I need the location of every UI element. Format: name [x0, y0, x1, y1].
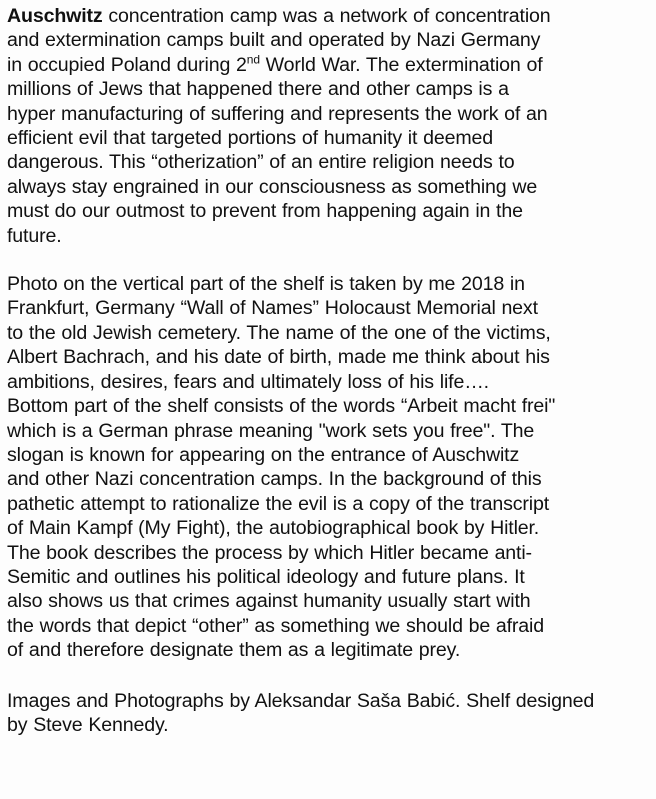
text-line: in occupied Poland during 2nd World War. The extermination of: [7, 52, 543, 76]
text-line: and extermination camps built and operated by Nazi Germany: [7, 29, 541, 52]
intro-paragraph: [7, 4, 650, 248]
text-line: always stay engrained in our consciousness as something we: [7, 175, 538, 198]
text-line: and other Nazi concentration camps. In the background of this: [7, 468, 542, 491]
credits-line: Images and Photographs by Aleksandar Saša Babić. Shelf designed: [7, 689, 595, 712]
photo-description-paragraph: [7, 272, 650, 663]
text-line: also shows us that crimes against humanity usually start with: [7, 590, 531, 613]
ordinal-superscript: nd: [246, 52, 260, 67]
text-line: ambitions, desires, fears and ultimately loss of his life….: [7, 370, 489, 393]
text-line: of Main Kampf (My Fight), the autobiographical book by Hitler.: [7, 517, 540, 540]
text-line: The book describes the process by which Hitler became anti-: [7, 541, 532, 564]
text-line: Auschwitz concentration camp was a network of concentration: [7, 5, 551, 27]
text-line: Albert Bachrach, and his date of birth, made me think about his: [7, 346, 550, 369]
credits-paragraph: [7, 689, 650, 738]
text-line: to the old Jewish cemetery. The name of the one of the victims,: [7, 321, 551, 344]
text-line: slogan is known for appearing on the entrance of Auschwitz: [7, 443, 520, 466]
text-line: which is a German phrase meaning "work sets you free". The: [7, 419, 535, 442]
text-line: Semitic and outlines his political ideology and future plans. It: [7, 565, 525, 588]
paragraph-spacer: [7, 663, 650, 689]
paragraph-spacer: [7, 248, 650, 272]
text-line: Bottom part of the shelf consists of the words “Arbeit macht frei": [7, 395, 556, 418]
text-line: of and therefore designate them as a legitimate prey.: [7, 639, 461, 662]
text-line: efficient evil that targeted portions of humanity it deemed: [7, 127, 494, 150]
text-line: Photo on the vertical part of the shelf is taken by me 2018 in: [7, 273, 525, 296]
text-line: must do our outmost to prevent from happening again in the: [7, 200, 523, 223]
text-line: Frankfurt, Germany “Wall of Names” Holocaust Memorial next: [7, 297, 538, 320]
text-line: future.: [7, 224, 62, 247]
text-line: millions of Jews that happened there and other camps is a: [7, 78, 509, 101]
text-line: dangerous. This “otherization” of an entire religion needs to: [7, 151, 515, 174]
text-line: pathetic attempt to rationalize the evil is a copy of the transcript: [7, 492, 550, 515]
title-word: Auschwitz: [7, 5, 103, 27]
text-line: hyper manufacturing of suffering and represents the work of an: [7, 102, 548, 125]
credits-line: by Steve Kennedy.: [7, 713, 169, 736]
text-line: the words that depict “other” as something we should be afraid: [7, 614, 545, 637]
